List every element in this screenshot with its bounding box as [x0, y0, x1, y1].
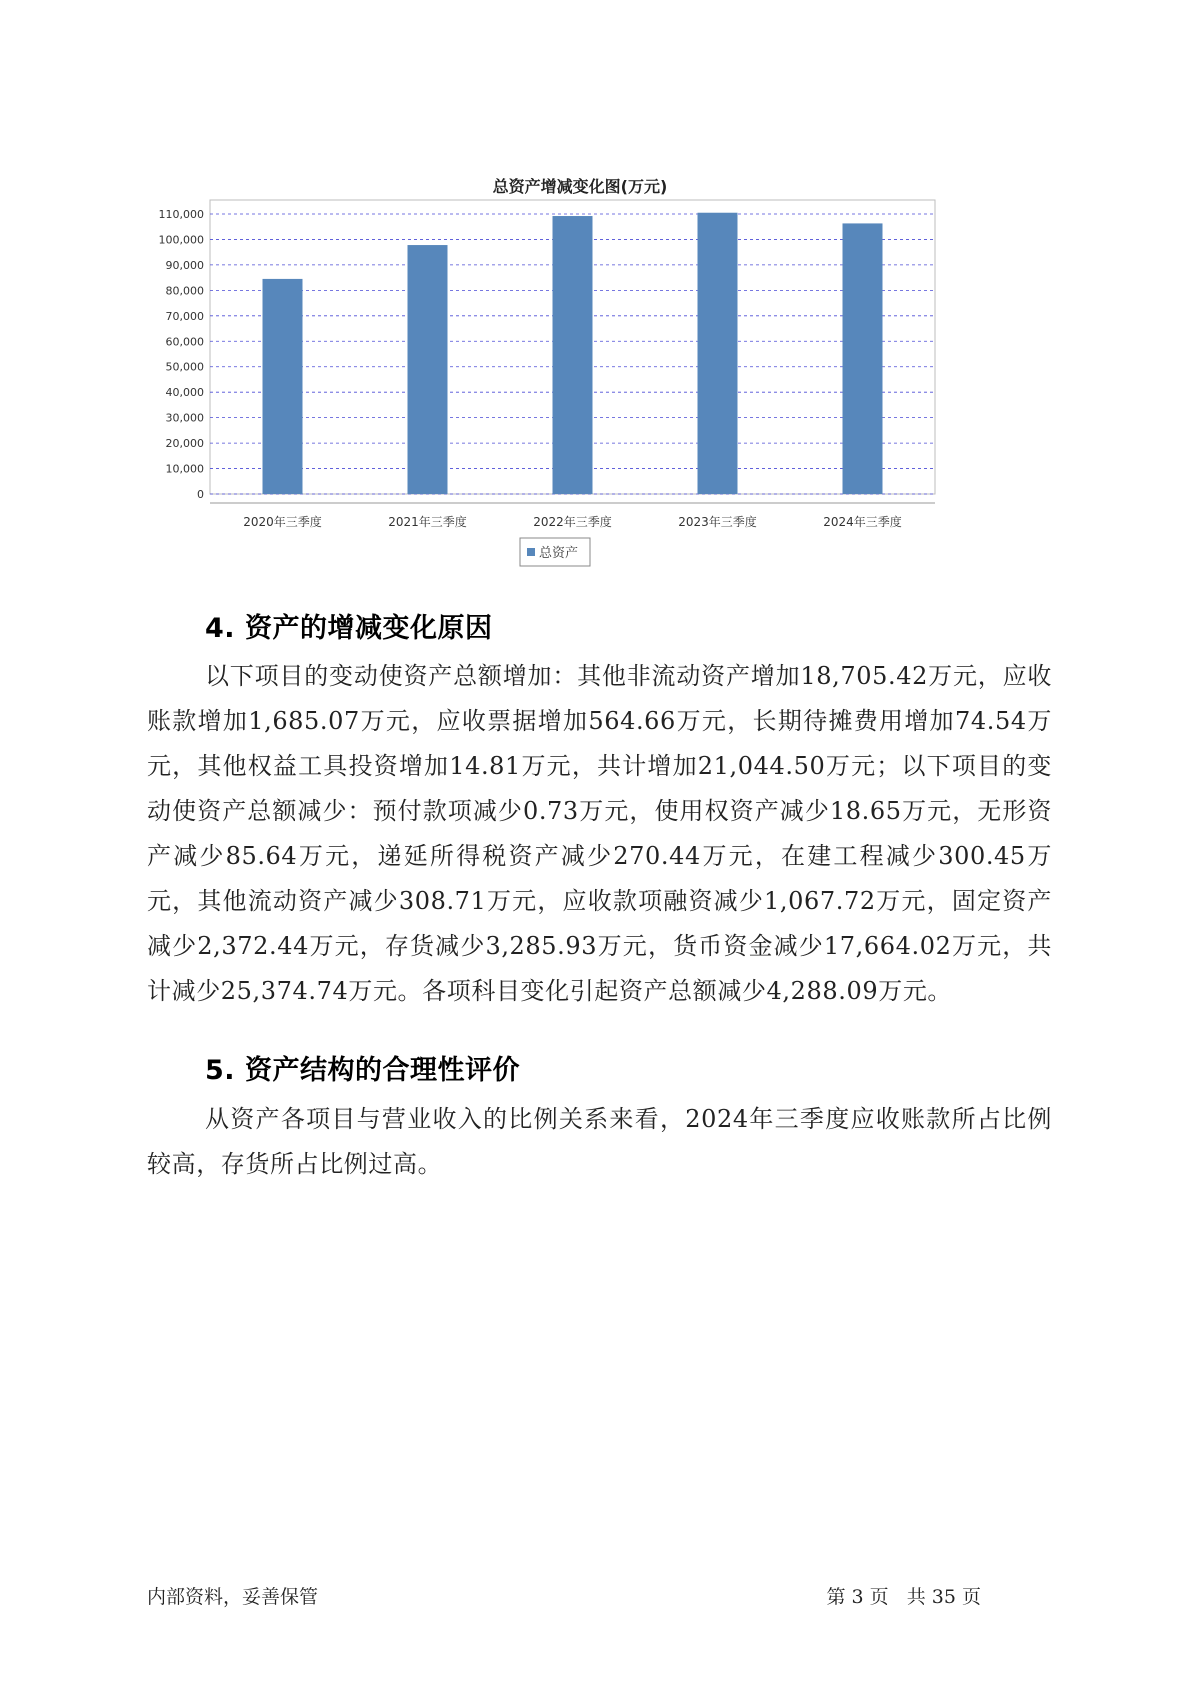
- y-tick-label: 100,000: [158, 233, 204, 247]
- y-tick-label: 70,000: [165, 309, 204, 323]
- y-tick-label: 20,000: [165, 437, 204, 451]
- y-tick-label: 0: [197, 488, 204, 501]
- section-5-body: 从资产各项目与营业收入的比例关系来看，2024年三季度应收账款所占比例较高，存货所占比例过高。: [147, 1105, 1052, 1178]
- y-tick-label: 50,000: [165, 360, 204, 374]
- chart-svg: [140, 160, 1020, 620]
- bar: [553, 216, 593, 494]
- y-tick-label: 10,000: [165, 462, 204, 476]
- x-tick-label: 2023年三季度: [678, 515, 757, 529]
- section-heading-4: 4. 资产的增减变化原因: [205, 613, 493, 644]
- y-tick-label: 60,000: [165, 335, 204, 349]
- chart-title: 总资产增减变化图(万元): [492, 177, 668, 196]
- y-tick-label: 110,000: [158, 208, 204, 221]
- bar: [698, 213, 738, 494]
- x-tick-label: 2024年三季度: [823, 515, 902, 529]
- bar: [408, 245, 448, 494]
- footer-confidential-note: 内部资料，妥善保管: [147, 1586, 319, 1608]
- total-assets-chart: [140, 160, 1020, 620]
- x-tick-label: 2022年三季度: [533, 515, 612, 529]
- footer-page-number: 第 3 页 共 35 页: [826, 1586, 981, 1608]
- x-tick-label: 2021年三季度: [388, 515, 467, 529]
- bar: [843, 223, 883, 494]
- section-heading-5: 5. 资产结构的合理性评价: [205, 1055, 520, 1086]
- y-tick-label: 40,000: [165, 386, 204, 400]
- y-tick-label: 30,000: [165, 411, 204, 425]
- legend-label: 总资产: [539, 546, 579, 561]
- section-4-body: 以下项目的变动使资产总额增加：其他非流动资产增加18,705.42万元，应收账款增加1,685.07万元，应收票据增加564.66万元，长期待摊费用增加74.54万元，其他权益工具投资增加14.81万元，共计增加21,044.50万元；以下项目的变动使资产总额减少：预付款项减少0.73万元，使用权资产减少18.65万元，无形资产减少85.64万元，递延所得税资产减少270.44万元，在建工程减少300.45万元，其他流动资产减少308.71万元，应收款项融资减少1,067.72万元，固定资产减少2,372.44万元，存货减少3,285.93万元，货币资金减少17,664.02万元，共计减少25,374.74万元。各项科目变化引起资产总额减少4,288.09万元。: [147, 662, 1052, 1005]
- legend-swatch: [527, 548, 535, 556]
- y-tick-label: 80,000: [165, 284, 204, 298]
- y-tick-label: 90,000: [165, 258, 204, 272]
- bar: [263, 279, 303, 494]
- x-tick-label: 2020年三季度: [243, 515, 322, 529]
